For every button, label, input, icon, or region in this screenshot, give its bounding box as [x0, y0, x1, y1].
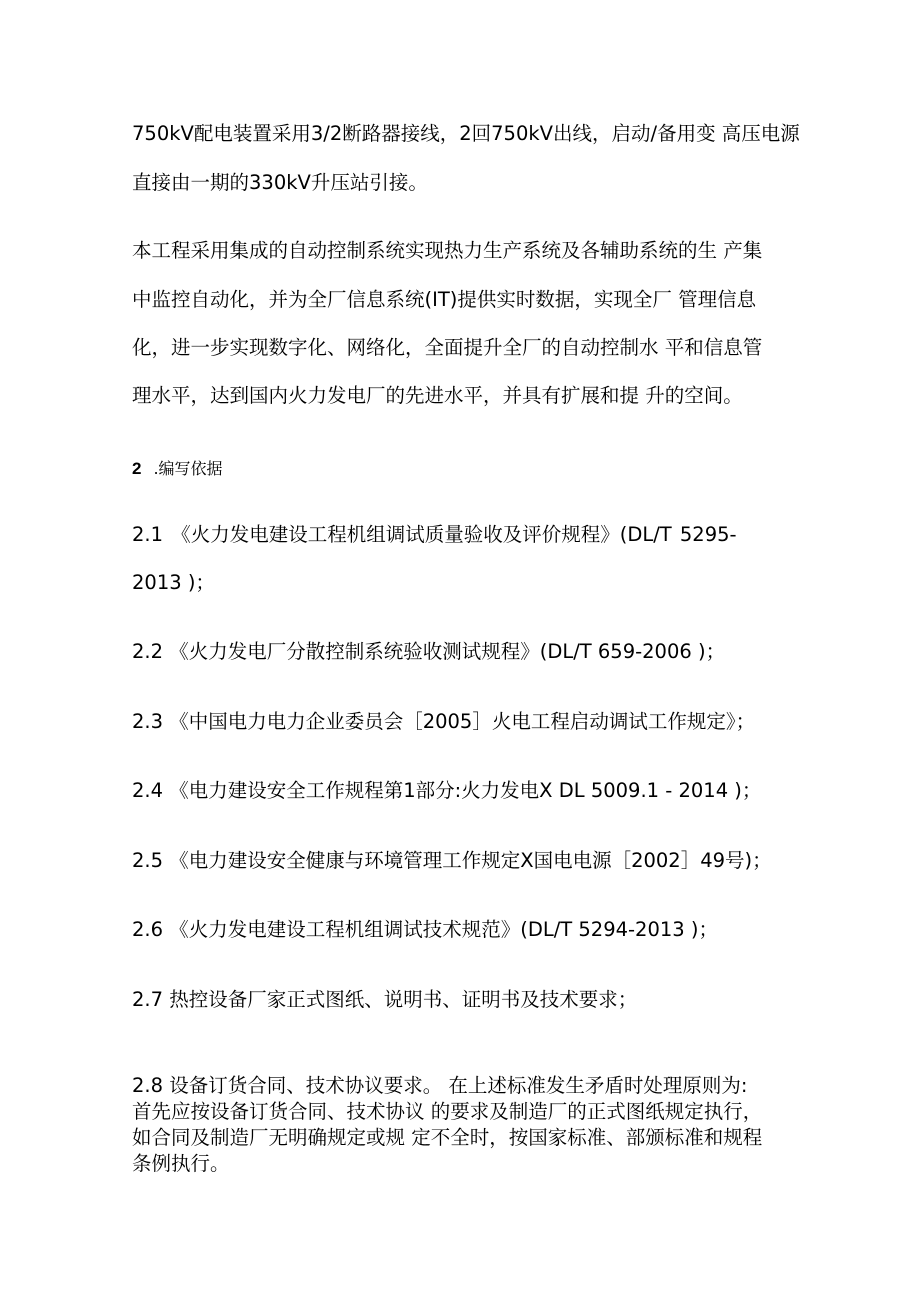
paragraph-1-line-2: 直接由一期的330kV升压站引接。	[132, 171, 428, 194]
paragraph-2-line-3: 化，进一步实现数字化、网络化，全面提升全厂的自动控制水 平和信息管	[132, 336, 763, 359]
paragraph-2-line-2: 中监控自动化，并为全厂信息系统(IT)提供实时数据，实现全厂 管理信息	[132, 288, 757, 311]
reference-2-8-line-2: 首先应按设备订货合同、技术协议 的要求及制造厂的正式图纸规定执行，	[132, 1100, 763, 1123]
reference-2-8-line-1: 2.8 设备订货合同、技术协议要求。 在上述标准发生矛盾时处理原则为:	[132, 1074, 748, 1097]
reference-2-1-line-1: 2.1 《火力发电建设工程机组调试质量验收及评价规程》(DL/T 5295-	[132, 523, 737, 546]
reference-2-2: 2.2 《火力发电厂分散控制系统验收测试规程》(DL/T 659-2006 )；	[132, 640, 726, 663]
reference-2-6: 2.6 《火力发电建设工程机组调试技术规范》(DL/T 5294-2013 )；	[132, 918, 718, 941]
reference-2-8-line-4: 条例执行。	[132, 1152, 230, 1175]
reference-2-5: 2.5 《电力建设安全健康与环境管理工作规定X国电电源［2002］49号)；	[132, 849, 772, 872]
reference-2-8-line-3: 如合同及制造厂无明确规定或规 定不全时，按国家标准、部颁标准和规程	[132, 1126, 763, 1149]
paragraph-1-line-1: 750kV配电装置采用3/2断路器接线，2回750kV出线，启动/备用变 高压电源	[132, 122, 800, 145]
section-number: 2	[132, 459, 142, 478]
reference-2-1-line-2: 2013 )；	[132, 571, 215, 594]
paragraph-2-line-1: 本工程采用集成的自动控制系统实现热力生产系统及各辅助系统的生 产集	[132, 239, 763, 262]
section-heading	[132, 455, 223, 483]
paragraph-2-line-4: 理水平，达到国内火力发电厂的先进水平，并具有扩展和提 升的空间。	[132, 384, 743, 407]
reference-2-4: 2.4 《电力建设安全工作规程第1部分:火力发电X DL 5009.1 - 2014 )；	[132, 779, 762, 802]
reference-2-3: 2.3 《中国电力电力企业委员会［2005］火电工程启动调试工作规定》；	[132, 710, 756, 733]
reference-2-7: 2.7 热控设备厂家正式图纸、说明书、证明书及技术要求；	[132, 988, 638, 1011]
section-title: .编写依据	[153, 459, 223, 478]
